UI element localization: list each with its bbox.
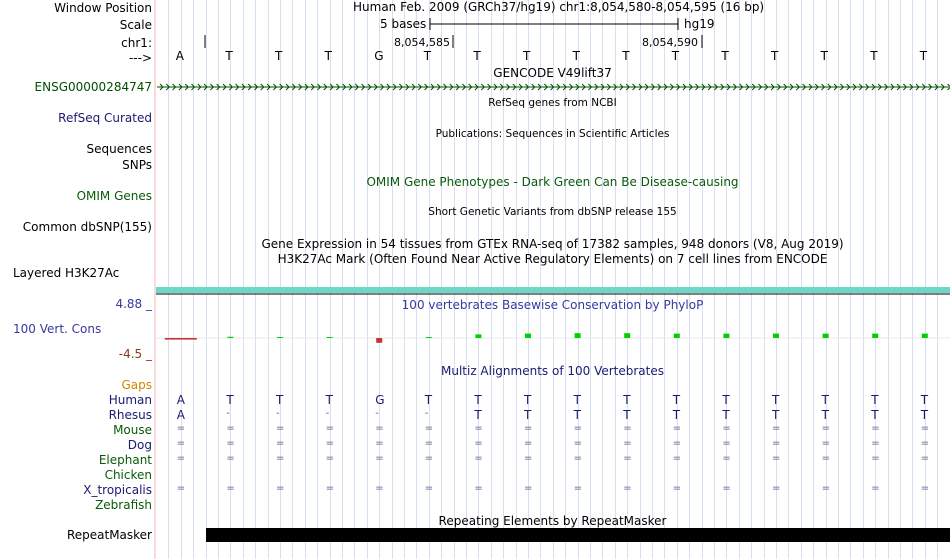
cons-bar — [872, 334, 878, 338]
dbsnp-track-label[interactable]: Common dbSNP(155) — [22, 220, 152, 234]
cons-max-label: 4.88 _ — [115, 297, 152, 311]
base-letter: T — [919, 49, 928, 63]
repeatmasker-element[interactable] — [206, 528, 950, 542]
alignment-cell: = — [672, 438, 682, 449]
alignment-cell: = — [772, 438, 781, 449]
alignment-cell: T — [821, 393, 829, 407]
alignment-cell: = — [226, 483, 235, 494]
alignment-cell: = — [871, 453, 880, 464]
alignment-cell: T — [623, 393, 631, 407]
alignment-cell: - — [276, 408, 280, 419]
alignment-cell: = — [176, 483, 186, 494]
cons-bar — [376, 338, 382, 343]
alignment-cell: T — [226, 393, 234, 407]
alignment-cell: = — [424, 438, 434, 449]
multiz-track-title: Multiz Alignments of 100 Vertebrates — [440, 364, 665, 378]
cons-track-label[interactable]: 100 Vert. Cons — [13, 322, 102, 336]
alignment-cell: T — [524, 393, 532, 407]
cons-bar — [327, 337, 333, 338]
species-label-dog[interactable]: Dog — [127, 438, 152, 452]
window-position-label: Window Position — [54, 1, 152, 15]
alignment-cell: = — [722, 483, 731, 494]
species-label-rhesus[interactable]: Rhesus — [108, 408, 152, 422]
alignment-cell: = — [474, 453, 483, 464]
cons-bar — [723, 334, 729, 338]
alignment-cell: A — [176, 408, 186, 422]
cons-bar — [823, 334, 829, 338]
species-label-zebrafish[interactable]: Zebrafish — [95, 498, 152, 512]
alignment-cell: = — [573, 453, 582, 464]
species-label-x_tropicalis[interactable]: X_tropicalis — [83, 483, 152, 497]
alignment-cell: = — [573, 438, 582, 449]
base-letter: T — [523, 49, 531, 63]
alignment-cell: T — [276, 393, 284, 407]
base-letter: T — [275, 49, 283, 63]
alignment-cell: T — [920, 393, 929, 407]
alignment-cell: T — [573, 408, 581, 422]
refseq-track-title: RefSeq genes from NCBI — [488, 97, 617, 109]
alignment-cell: = — [474, 423, 483, 434]
cons-bar — [227, 337, 233, 338]
cons-bar — [674, 334, 680, 338]
alignment-cell: G — [375, 393, 385, 407]
alignment-cell: = — [672, 453, 682, 464]
alignment-cell: = — [722, 423, 731, 434]
alignment-cell: = — [623, 453, 632, 464]
alignment-cell: T — [871, 408, 879, 422]
window-position-value: Human Feb. 2009 (GRCh37/hg19) chr1:8,054,580-8,054,595 (16 bp) — [353, 0, 765, 14]
chromosome-label: chr1: — [121, 36, 152, 50]
publications-track-title: Publications: Sequences in Scientific Articles — [435, 128, 670, 140]
alignment-cell: T — [722, 393, 730, 407]
alignment-cell: = — [276, 438, 285, 449]
alignment-cell: T — [325, 393, 333, 407]
alignment-cell: = — [920, 483, 930, 494]
alignment-cell: - — [424, 408, 429, 419]
species-label-human[interactable]: Human — [108, 393, 152, 407]
alignment-cell: = — [821, 453, 830, 464]
alignment-cell: = — [672, 423, 682, 434]
alignment-cell: = — [375, 438, 384, 449]
coord-8054590: 8,054,590 — [642, 36, 698, 49]
base-letter: T — [423, 49, 432, 63]
alignment-cell: = — [623, 423, 632, 434]
cons-bar — [624, 333, 630, 338]
coord-8054585: 8,054,585 — [394, 36, 450, 49]
alignment-cell: T — [672, 393, 681, 407]
alignment-cell: = — [772, 423, 781, 434]
alignment-cell: T — [474, 408, 482, 422]
base-letter: T — [721, 49, 729, 63]
base-letter: A — [175, 49, 185, 63]
alignment-cell: = — [524, 453, 533, 464]
base-letter: G — [374, 49, 384, 63]
alignment-cell: = — [424, 423, 434, 434]
cons-bar — [525, 334, 531, 338]
scale-assembly-text: hg19 — [684, 17, 715, 31]
alignment-cell: = — [226, 423, 235, 434]
alignment-cell: T — [772, 408, 780, 422]
base-letter: T — [820, 49, 828, 63]
cons-bar — [773, 334, 779, 338]
alignment-cell: = — [772, 483, 781, 494]
alignment-cell: T — [722, 408, 730, 422]
alignment-cell: T — [672, 408, 681, 422]
alignment-cell: = — [573, 423, 582, 434]
h3k27ac-signal[interactable] — [156, 287, 950, 293]
alignment-cell: = — [722, 438, 731, 449]
base-letter: T — [870, 49, 878, 63]
base-letter: T — [324, 49, 332, 63]
cons-bar — [426, 337, 432, 338]
alignment-cell: A — [176, 393, 186, 407]
alignment-cell: = — [226, 438, 235, 449]
alignment-cell: T — [474, 393, 482, 407]
alignment-cell: = — [375, 483, 384, 494]
cons-bar — [165, 338, 197, 340]
alignment-cell: - — [375, 408, 379, 419]
alignment-cell: = — [920, 423, 930, 434]
alignment-cell: T — [772, 393, 780, 407]
alignment-cell: = — [325, 423, 334, 434]
gtex-track-title: Gene Expression in 54 tissues from GTEx RNA-seq of 17382 samples, 948 donors (V8, Aug 2019) — [261, 237, 844, 251]
alignment-cell: - — [325, 408, 330, 419]
alignment-cell: = — [871, 483, 880, 494]
alignment-cell: = — [226, 453, 235, 464]
cons-bar — [475, 334, 481, 338]
repeatmasker-track-title: Repeating Elements by RepeatMasker — [438, 514, 667, 528]
refseq-track-label[interactable]: RefSeq Curated — [58, 111, 152, 125]
alignment-cell: = — [176, 423, 186, 434]
omim-track-title: OMIM Gene Phenotypes - Dark Green Can Be Disease-causing — [366, 175, 739, 189]
base-letter: T — [473, 49, 481, 63]
alignment-cell: T — [871, 393, 879, 407]
alignment-cell: = — [623, 438, 632, 449]
base-letter: T — [572, 49, 580, 63]
species-label-chicken[interactable]: Chicken — [104, 468, 152, 482]
repeatmasker-track-label[interactable]: RepeatMasker — [66, 528, 152, 542]
alignment-cell: T — [623, 408, 631, 422]
alignment-cell: T — [573, 393, 581, 407]
alignment-cell: = — [722, 453, 731, 464]
cons-track-title: 100 vertebrates Basewise Conservation by PhyloP — [401, 298, 704, 312]
gencode-track-title: GENCODE V49lift37 — [493, 66, 612, 80]
cons-bar — [277, 337, 283, 338]
alignment-cell: = — [772, 453, 781, 464]
alignment-cell: = — [573, 483, 582, 494]
alignment-cell: T — [524, 408, 532, 422]
base-letter: T — [225, 49, 233, 63]
scale-bases-text: 5 bases — [380, 17, 427, 31]
strand-label: ---> — [128, 51, 152, 65]
cons-min-label: -4.5 _ — [118, 347, 152, 361]
alignment-cell: = — [524, 438, 533, 449]
species-label-elephant[interactable]: Elephant — [98, 453, 152, 467]
alignment-cell: = — [672, 483, 682, 494]
scale-label: Scale — [119, 18, 152, 32]
alignment-cell: - — [226, 408, 230, 419]
alignment-cell: = — [276, 423, 285, 434]
alignment-cell: = — [524, 423, 533, 434]
alignment-cell: = — [474, 483, 483, 494]
base-letter: T — [671, 49, 680, 63]
alignment-cell: = — [276, 483, 285, 494]
alignment-cell: = — [325, 438, 334, 449]
gencode-gene-label[interactable]: ENSG00000284747 — [34, 80, 152, 94]
alignment-cell: = — [920, 453, 930, 464]
alignment-cell: = — [821, 438, 830, 449]
dbsnp-track-title: Short Genetic Variants from dbSNP release 155 — [428, 206, 677, 218]
alignment-cell: = — [375, 423, 384, 434]
alignment-cell: = — [176, 438, 186, 449]
alignment-cell: = — [424, 483, 434, 494]
species-label-mouse[interactable]: Mouse — [113, 423, 152, 437]
alignment-cell: = — [871, 438, 880, 449]
alignment-cell: = — [920, 438, 930, 449]
alignment-cell: = — [325, 453, 334, 464]
alignment-cell: = — [524, 483, 533, 494]
base-grid-lines — [169, 0, 950, 559]
alignment-cell: = — [821, 423, 830, 434]
h3k27ac-track-label[interactable]: Layered H3K27Ac — [13, 266, 120, 280]
sequences-track-label[interactable]: Sequences — [86, 142, 152, 156]
omim-track-label[interactable]: OMIM Genes — [76, 189, 152, 203]
h3k27ac-track-title: H3K27Ac Mark (Often Found Near Active Regulatory Elements) on 7 cell lines from ENCODE — [277, 252, 828, 266]
base-letter: T — [771, 49, 779, 63]
alignment-cell: = — [375, 453, 384, 464]
alignment-cell: T — [424, 393, 433, 407]
alignment-cell: = — [871, 423, 880, 434]
alignment-cell: T — [920, 408, 929, 422]
alignment-cell: = — [623, 483, 632, 494]
cons-bar — [922, 334, 928, 338]
alignment-cell: = — [325, 483, 334, 494]
base-letter: T — [622, 49, 630, 63]
alignment-cell: = — [821, 483, 830, 494]
snps-track-label[interactable]: SNPs — [122, 158, 152, 172]
alignment-cell: = — [276, 453, 285, 464]
alignment-cell: T — [821, 408, 829, 422]
alignment-cell: = — [176, 453, 186, 464]
alignment-cell: = — [424, 453, 434, 464]
alignment-cell: = — [474, 438, 483, 449]
gaps-label: Gaps — [121, 378, 152, 392]
cons-bar — [575, 333, 581, 338]
